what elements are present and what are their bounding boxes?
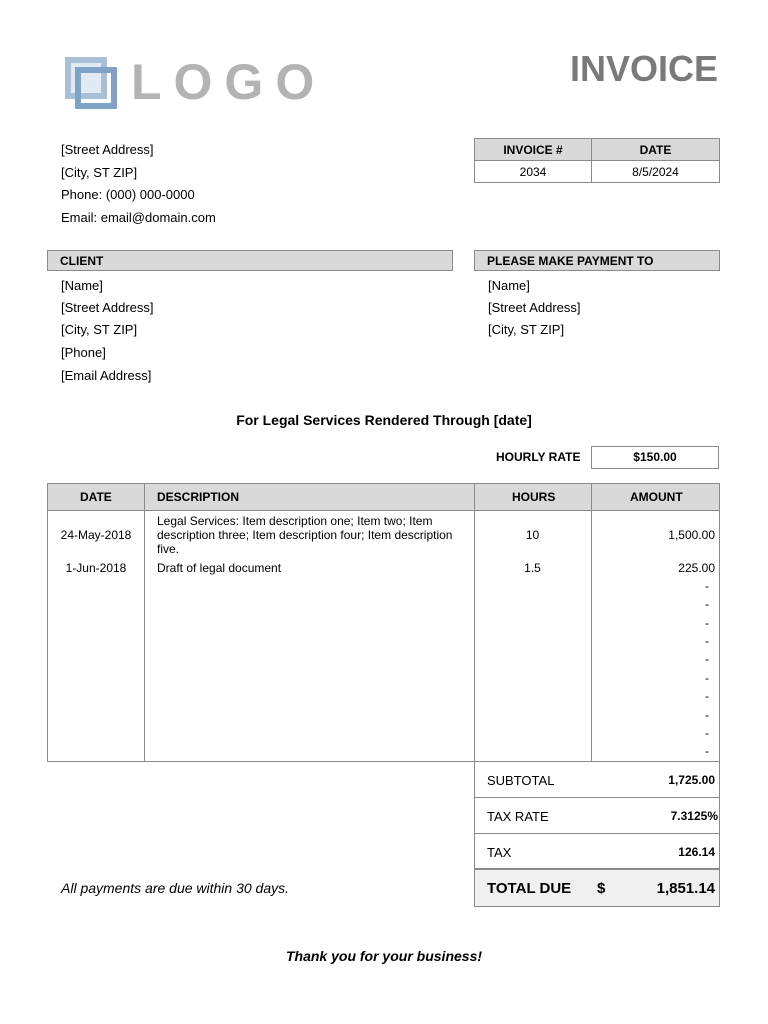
sender-city: [City, ST ZIP] bbox=[61, 165, 138, 180]
tax-rate-value: 7.3125% bbox=[670, 809, 718, 823]
total-due-label: TOTAL DUE bbox=[487, 880, 572, 897]
row-date: 24-May-2018 bbox=[60, 528, 132, 542]
empty-amount: - bbox=[705, 579, 709, 593]
currency-symbol: $ bbox=[597, 880, 606, 897]
sender-email: Email: email@domain.com bbox=[61, 210, 216, 225]
row-description: Draft of legal document bbox=[157, 561, 282, 575]
payment-terms-note: All payments are due within 30 days. bbox=[61, 880, 290, 896]
client-city: [City, ST ZIP] bbox=[61, 322, 138, 337]
date-label: DATE bbox=[592, 139, 720, 161]
company-logo bbox=[63, 54, 327, 113]
row-hours: 1.5 bbox=[524, 561, 541, 575]
invoice-meta-table bbox=[474, 138, 720, 183]
tax-rate-row bbox=[474, 797, 720, 834]
col-hours-header: HOURS bbox=[512, 490, 556, 504]
column-divider bbox=[474, 484, 475, 761]
line-items-header bbox=[48, 484, 719, 511]
empty-amount: - bbox=[705, 689, 709, 703]
row-description: Legal Services: Item description one; Item two; Item description three; Item description four; Item description five. bbox=[157, 514, 453, 556]
col-description-header: DESCRIPTION bbox=[157, 490, 240, 504]
payto-street: [Street Address] bbox=[488, 300, 581, 315]
client-name: [Name] bbox=[61, 278, 103, 293]
logo-text: LOGO bbox=[131, 54, 327, 110]
empty-amount: - bbox=[705, 708, 709, 722]
tax-value: 126.14 bbox=[678, 845, 715, 859]
tax-rate-label: TAX RATE bbox=[487, 809, 549, 824]
payto-city: [City, ST ZIP] bbox=[488, 322, 565, 337]
thank-you-message: Thank you for your business! bbox=[285, 948, 483, 964]
services-title: For Legal Services Rendered Through [date] bbox=[236, 412, 532, 428]
total-due-value: 1,851.14 bbox=[656, 880, 715, 897]
row-hours: 10 bbox=[525, 528, 540, 542]
client-street: [Street Address] bbox=[61, 300, 154, 315]
payto-name: [Name] bbox=[488, 278, 530, 293]
total-due-row bbox=[474, 869, 720, 907]
sender-street: [Street Address] bbox=[61, 142, 154, 157]
column-divider bbox=[591, 484, 592, 761]
invoice-number-label: INVOICE # bbox=[475, 139, 592, 161]
subtotal-value: 1,725.00 bbox=[668, 773, 715, 787]
empty-amount: - bbox=[705, 597, 709, 611]
invoice-number-value: 2034 bbox=[475, 161, 592, 183]
empty-amount: - bbox=[705, 634, 709, 648]
row-date: 1-Jun-2018 bbox=[65, 561, 127, 575]
empty-amount: - bbox=[705, 652, 709, 666]
sender-phone: Phone: (000) 000-0000 bbox=[61, 187, 195, 202]
hourly-rate-value: $150.00 bbox=[591, 446, 719, 469]
row-amount: 1,500.00 bbox=[668, 528, 715, 542]
empty-amount: - bbox=[705, 616, 709, 630]
empty-amount: - bbox=[705, 744, 709, 758]
empty-amount: - bbox=[705, 726, 709, 740]
logo-square-outline-icon bbox=[75, 67, 117, 109]
tax-row bbox=[474, 833, 720, 869]
invoice-date-value: 8/5/2024 bbox=[592, 161, 720, 183]
subtotal-label: SUBTOTAL bbox=[487, 773, 555, 788]
client-header: CLIENT bbox=[47, 250, 453, 271]
client-email: [Email Address] bbox=[61, 368, 152, 383]
row-amount: 225.00 bbox=[678, 561, 715, 575]
col-date-header: DATE bbox=[80, 490, 112, 504]
empty-amount: - bbox=[705, 671, 709, 685]
col-amount-header: AMOUNT bbox=[630, 490, 683, 504]
subtotal-row bbox=[474, 761, 720, 798]
client-phone: [Phone] bbox=[61, 345, 106, 360]
payto-header: PLEASE MAKE PAYMENT TO bbox=[474, 250, 720, 271]
tax-label: TAX bbox=[487, 845, 512, 860]
column-divider bbox=[144, 484, 145, 761]
hourly-rate-label: HOURLY RATE bbox=[496, 450, 581, 464]
invoice-title: INVOICE bbox=[569, 48, 718, 89]
line-items-table bbox=[47, 483, 720, 762]
